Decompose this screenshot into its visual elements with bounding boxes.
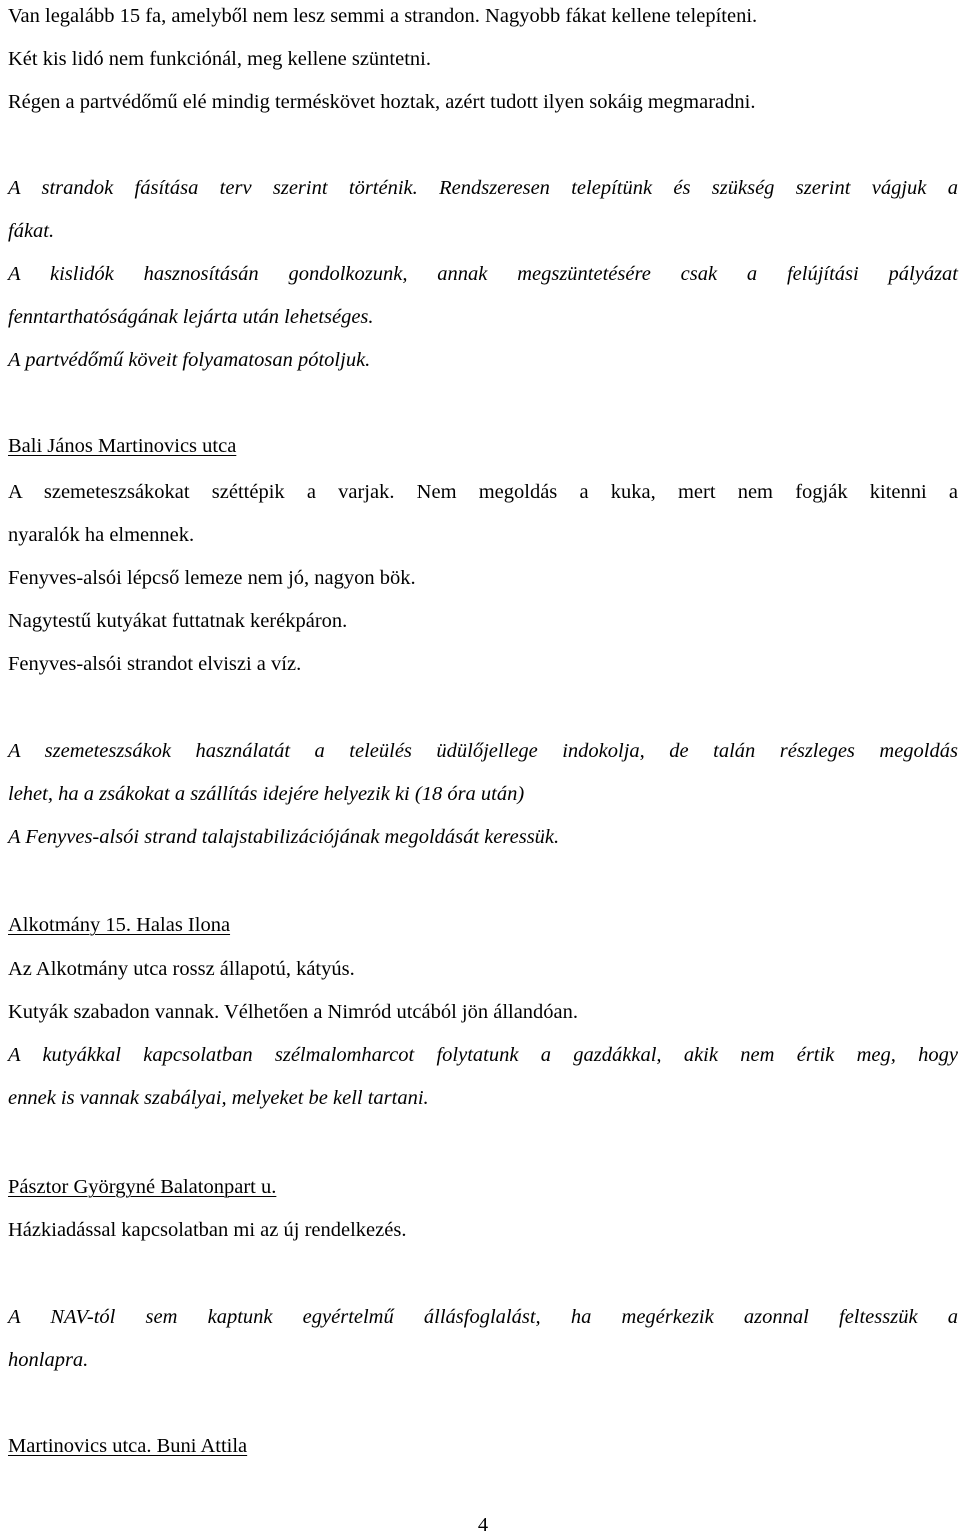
text-line: fákat.: [8, 220, 55, 242]
section-heading: Alkotmány 15. Halas Ilona: [8, 914, 231, 936]
text-line: A kislidók hasznosításán gondolkozunk, annak megszüntetésére csak a felújítási pályázat: [8, 263, 958, 285]
section-heading: Martinovics utca. Buni Attila: [8, 1435, 248, 1457]
document-page: [8, 0, 958, 1537]
text-line: lehet, ha a zsákokat a szállítás idejére helyezik ki (18 óra után): [8, 783, 525, 805]
text-line: A szemeteszsákok használatát a teleülés üdülőjellege indokolja, de talán részleges megoldás: [8, 740, 958, 762]
text-line: Régen a partvédőmű elé mindig terméskövet hoztak, azért tudott ilyen sokáig megmaradni.: [8, 91, 756, 113]
text-line: Kutyák szabadon vannak. Vélhetően a Nimród utcából jön állandóan.: [8, 1001, 579, 1023]
text-line: Fenyves-alsói strandot elviszi a víz.: [8, 653, 302, 675]
text-line: Van legalább 15 fa, amelyből nem lesz semmi a strandon. Nagyobb fákat kellene telepíteni.: [8, 5, 758, 27]
text-line: nyaralók ha elmennek.: [8, 524, 195, 546]
text-line: A szemeteszsákokat széttépik a varjak. Nem megoldás a kuka, mert nem fogják kitenni a: [8, 481, 958, 503]
text-line: A partvédőmű köveit folyamatosan pótoljuk.: [8, 349, 371, 371]
text-line: fenntarthatóságának lejárta után lehetséges.: [8, 306, 374, 328]
text-line: A strandok fásítása terv szerint történik. Rendszeresen telepítünk és szükség szerint vágjuk a: [8, 177, 958, 199]
text-line: Két kis lidó nem funkciónál, meg kellene szüntetni.: [8, 48, 431, 70]
text-line: A NAV-tól sem kaptunk egyértelmű állásfoglalást, ha megérkezik azonnal feltesszük a: [8, 1306, 958, 1328]
page-number: 4: [477, 1514, 489, 1536]
text-line: A kutyákkal kapcsolatban szélmalomharcot folytatunk a gazdákkal, akik nem értik meg, hogy: [8, 1044, 958, 1066]
text-line: Nagytestű kutyákat futtatnak kerékpáron.: [8, 610, 348, 632]
text-line: honlapra.: [8, 1349, 89, 1371]
text-line: Házkiadással kapcsolatban mi az új rendelkezés.: [8, 1219, 407, 1241]
section-heading: Pásztor Györgyné Balatonpart u.: [8, 1176, 277, 1198]
section-heading: Bali János Martinovics utca: [8, 435, 237, 457]
text-line: A Fenyves-alsói strand talajstabilizációjának megoldását keressük.: [8, 826, 560, 848]
text-line: ennek is vannak szabályai, melyeket be kell tartani.: [8, 1087, 429, 1109]
text-line: Fenyves-alsói lépcső lemeze nem jó, nagyon bök.: [8, 567, 416, 589]
text-line: Az Alkotmány utca rossz állapotú, kátyús.: [8, 958, 355, 980]
